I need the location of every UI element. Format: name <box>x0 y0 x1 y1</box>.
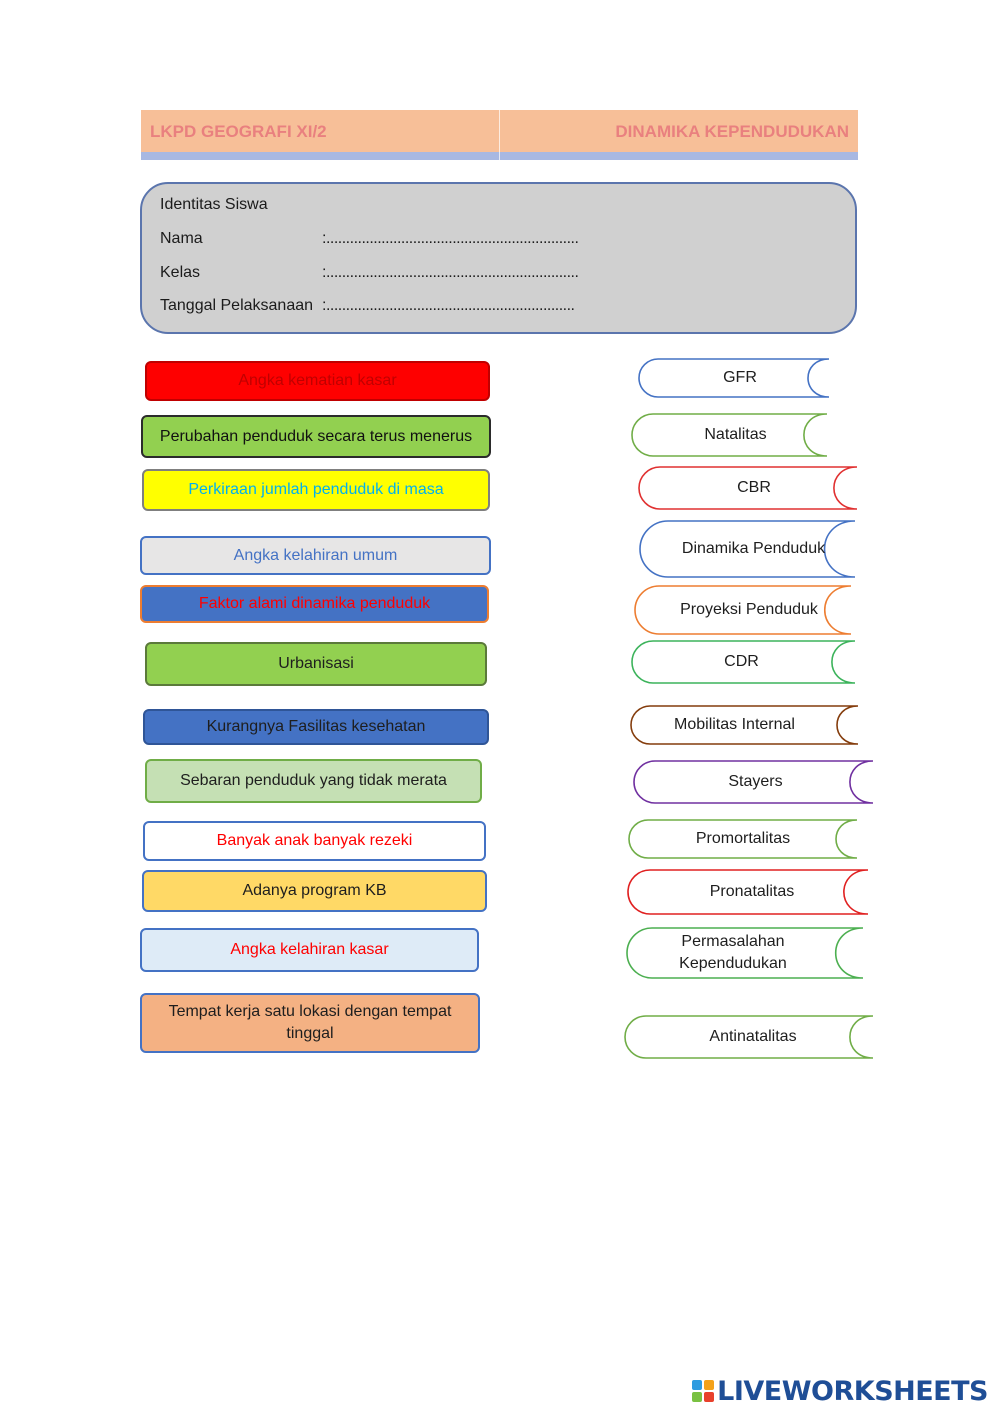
date-label: Tanggal Pelaksanaan <box>160 297 314 314</box>
statement-item[interactable] <box>141 415 491 458</box>
header-band <box>141 110 858 160</box>
term-item[interactable] <box>629 705 858 745</box>
statement-text: Urbanisasi <box>278 655 354 672</box>
statement-item[interactable] <box>140 585 489 623</box>
statement-text: Angka kematian kasar <box>238 372 397 389</box>
statement-text: Sebaran penduduk yang tidak merata <box>180 772 447 789</box>
statement-item[interactable] <box>142 870 487 912</box>
statement-text: Perubahan penduduk secara terus menerus <box>159 427 473 445</box>
header-divider <box>499 110 500 160</box>
logo-text: LIVEWORKSHEETS <box>717 1375 988 1407</box>
class-label: Kelas <box>160 264 201 281</box>
statement-item[interactable] <box>143 709 489 745</box>
term-label: GFR <box>723 369 757 386</box>
term-label: Mobilitas Internal <box>674 716 795 733</box>
statement-text: Adanya program KB <box>242 882 387 899</box>
term-item[interactable] <box>623 1015 873 1059</box>
term-label: Stayers <box>728 773 783 790</box>
term-item[interactable] <box>630 640 855 684</box>
worksheet-topic: DINAMIKA KEPENDUDUKAN <box>615 122 849 141</box>
term-label: Permasalahan Kependudukan <box>679 933 787 972</box>
term-item[interactable] <box>638 520 855 578</box>
statement-item[interactable] <box>142 469 490 511</box>
term-label: Proyeksi Penduduk <box>680 601 818 618</box>
term-label: CDR <box>724 653 759 670</box>
statement-item[interactable] <box>143 821 486 861</box>
statement-item[interactable] <box>145 642 487 686</box>
term-item[interactable] <box>630 413 827 457</box>
statement-item[interactable] <box>140 536 491 575</box>
statement-text: Angka kelahiran umum <box>233 546 398 564</box>
name-field[interactable]: :................................................................ <box>322 230 579 247</box>
statement-item[interactable] <box>140 928 479 972</box>
class-field[interactable]: :................................................................ <box>322 264 579 281</box>
statement-item[interactable] <box>140 993 480 1053</box>
student-identity-box <box>140 182 857 334</box>
term-item[interactable] <box>633 585 851 635</box>
logo-mark-icon <box>692 1380 714 1402</box>
statement-text: Banyak anak banyak rezeki <box>216 832 413 849</box>
statement-text: Kurangnya Fasilitas kesehatan <box>206 718 426 735</box>
name-label: Nama <box>160 230 203 247</box>
statement-text: Tempat kerja satu lokasi dengan tempat tinggal <box>168 1003 452 1042</box>
term-item[interactable] <box>626 869 868 915</box>
statement-text: Perkiraan jumlah penduduk di masa <box>188 481 444 498</box>
term-label: Pronatalitas <box>709 883 795 900</box>
term-item[interactable] <box>637 466 857 510</box>
identity-title: Identitas Siswa <box>160 196 268 213</box>
term-item[interactable] <box>632 760 873 804</box>
term-item[interactable] <box>637 358 829 398</box>
term-label: Promortalitas <box>695 830 791 847</box>
statement-item[interactable] <box>145 361 490 401</box>
statement-text: Faktor alami dinamika penduduk <box>198 595 431 612</box>
date-field[interactable]: :............................................................... <box>322 297 575 314</box>
statement-text: Angka kelahiran kasar <box>230 941 389 958</box>
term-label: Antinatalitas <box>709 1028 797 1045</box>
worksheet-subject: LKPD GEOGRAFI XI/2 <box>150 122 327 141</box>
term-item[interactable] <box>627 819 857 859</box>
term-item[interactable] <box>625 927 863 979</box>
term-label: CBR <box>737 479 771 496</box>
statement-item[interactable] <box>145 759 482 803</box>
term-label: Dinamika Penduduk <box>681 540 826 557</box>
liveworksheets-logo <box>692 1376 988 1406</box>
term-label: Natalitas <box>704 426 767 443</box>
